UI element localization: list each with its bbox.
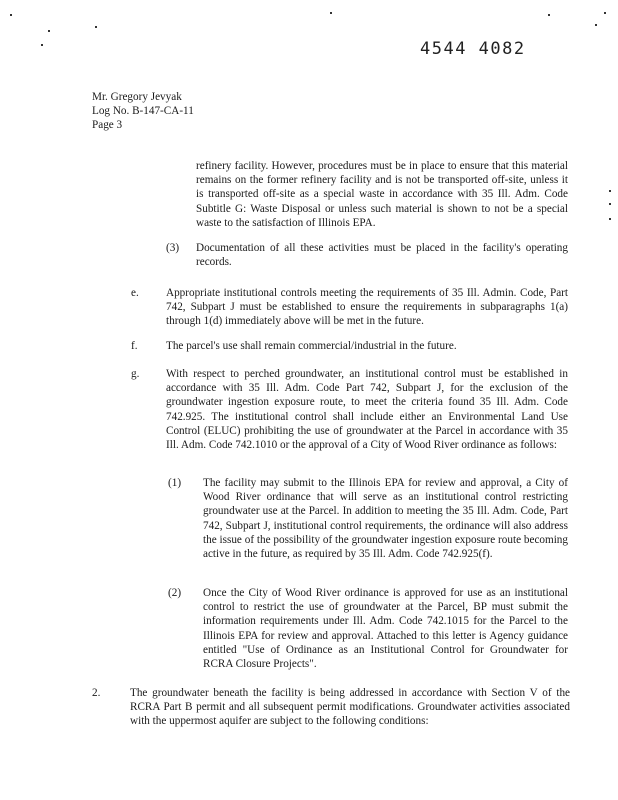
item-text: The parcel's use shall remain commercial/industrial in the future.	[166, 340, 457, 352]
section-label: 2.	[92, 687, 101, 699]
item-label: f.	[131, 340, 138, 352]
document-stamp-number: 4544 4082	[420, 39, 526, 59]
subitem-label: (2)	[168, 587, 182, 599]
item-text: Appropriate institutional controls meeting the requirements of 35 Ill. Admin. Code, Part 742, Subpart J must be established to ensure the requirements in subparagraphs 1(a) through 1(d) immediately above will be met in the future.	[166, 287, 568, 328]
section-text: The groundwater beneath the facility is being addressed in accordance with Section V of the RCRA Part B permit and all subsequent permit modifications. Groundwater activities associated with the uppermost aquifer are subject to the following conditions:	[130, 687, 570, 728]
item-label: e.	[131, 287, 139, 299]
scan-speck	[10, 14, 12, 16]
scan-speck	[41, 44, 43, 46]
scan-speck	[48, 30, 50, 32]
scan-speck	[330, 12, 332, 14]
scan-speck	[609, 218, 611, 220]
subitem-label: (1)	[168, 477, 182, 489]
log-number: Log No. B-147-CA-11	[92, 105, 194, 117]
item-text: With respect to perched groundwater, an institutional control must be established in accordance with 35 Ill. Adm. Code Part 742, Subpart J, for the exclusion of the groundwater ingestion exposure route, to meet the criteria found 35 Ill. Adm. Code 742.925. The institutional control shall include either an Environmental Land Use Control (ELUC) prohibiting the use of groundwater at the Parcel in accordance with 35 Ill. Adm. Code 742.1010 or the approval of a City of Wood River ordinance as follows:	[166, 368, 568, 452]
letter-header	[92, 90, 194, 132]
continued-paragraph: refinery facility. However, procedures must be in place to ensure that this material remains on the former refinery facility and is not be transported off-site, unless it is transported off-site as a special waste in accordance with 35 Ill. Adm. Code Subtitle G: Waste Disposal or unless such material is shown to not be a special waste to the satisfaction of Illinois EPA.	[196, 160, 568, 229]
scan-speck	[595, 24, 597, 26]
scan-speck	[548, 14, 550, 16]
item-label: (3)	[166, 242, 180, 254]
scan-speck	[609, 190, 611, 192]
scan-speck	[609, 203, 611, 205]
subitem-text: Once the City of Wood River ordinance is approved for use as an institutional control to restrict the use of groundwater at the Parcel, BP must submit the information requirements under Ill. Adm. Code 742.1015 for the Parcel to the Illinois EPA for review and approval. Attached to this letter is Agency guidance entitled "Use of Ordinance as an Institutional Control for Groundwater for RCRA Closure Projects".	[203, 587, 568, 671]
scan-speck	[604, 12, 606, 14]
scan-speck	[95, 26, 97, 28]
item-label: g.	[131, 368, 140, 380]
subitem-text: The facility may submit to the Illinois EPA for review and approval, a City of Wood River ordinance that will serve as an institutional control restricting groundwater use at the Parcel. In addition to meeting the 35 Ill. Adm. Code, Part 742, Subpart J, institutional control requirements, the ordinance will also address the issue of the possibility of the groundwater ingestion exposure route becoming active in the future, as required by 35 Ill. Adm. Code 742.925(f).	[203, 477, 568, 561]
item-text: Documentation of all these activities must be placed in the facility's operating records.	[196, 242, 568, 269]
recipient-name: Mr. Gregory Jevyak	[92, 91, 182, 103]
page-number: Page 3	[92, 119, 123, 131]
